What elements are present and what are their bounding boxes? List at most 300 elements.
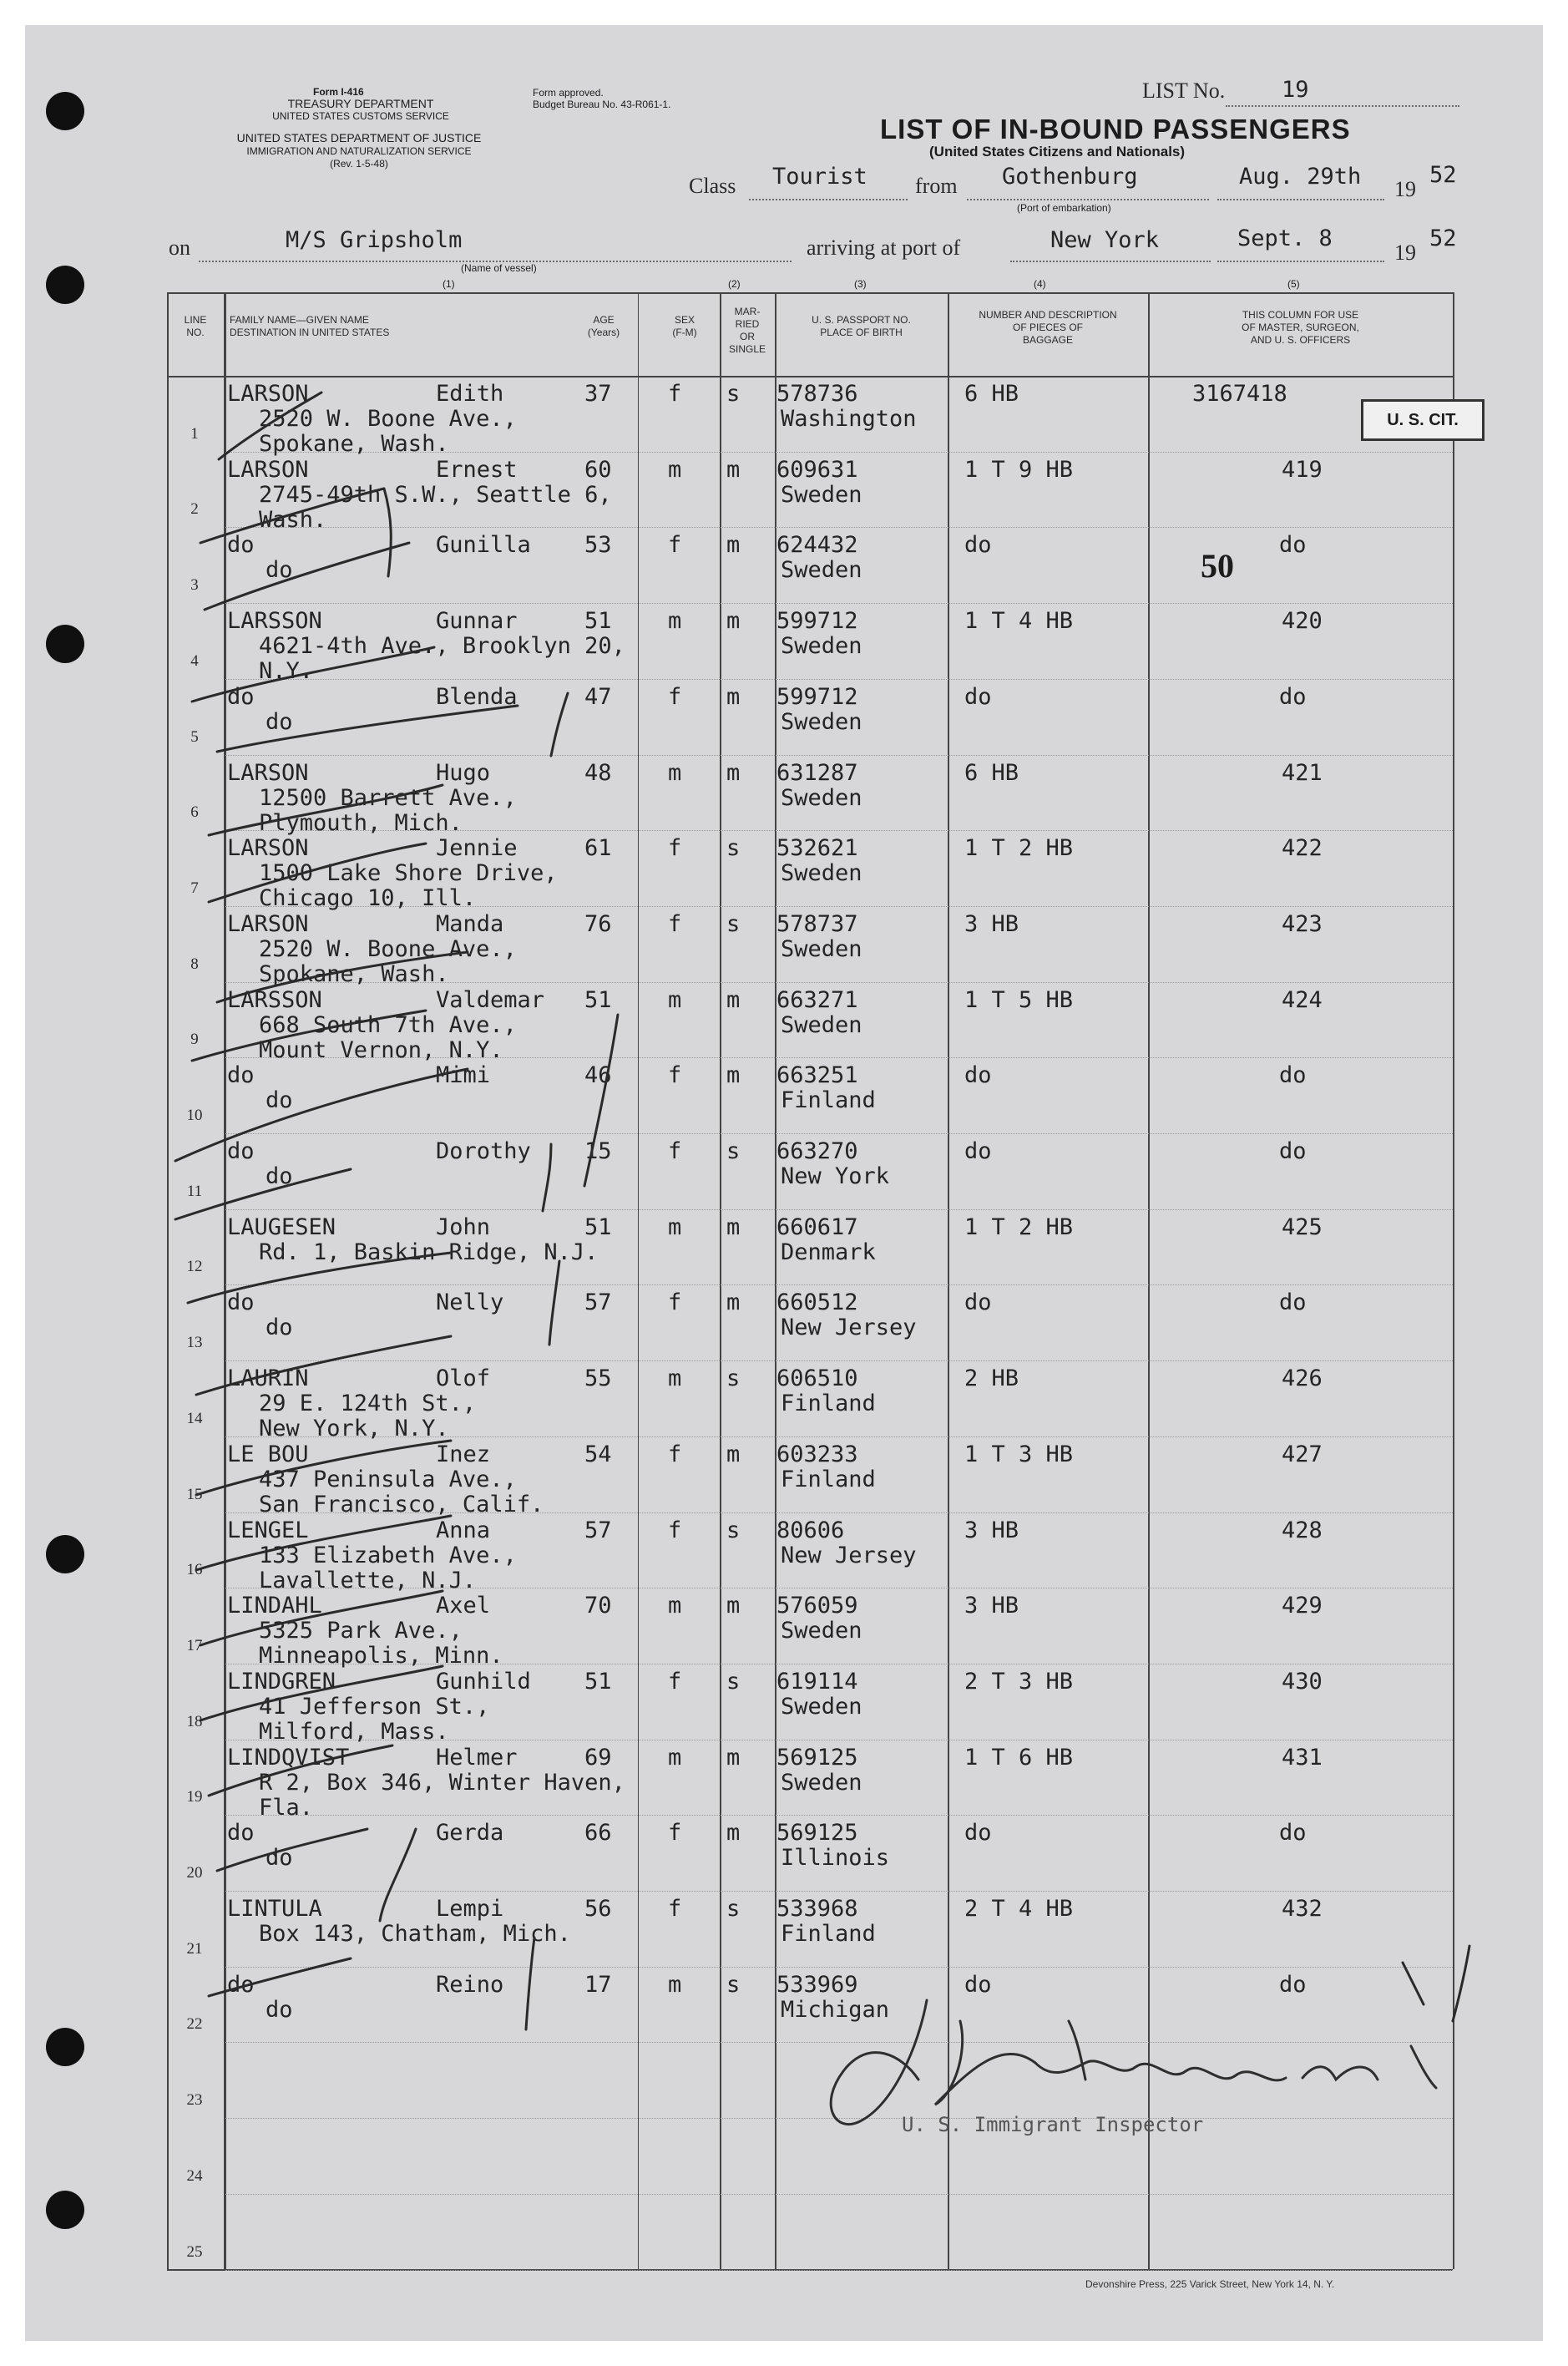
approval-line-2: Budget Bureau No. 43-R061-1.	[533, 99, 671, 110]
family-name: do	[227, 532, 255, 559]
line-number: 3	[190, 576, 199, 595]
page-subtitle: (United States Citizens and Nationals)	[929, 144, 1186, 160]
officer-number: 3167418	[1192, 381, 1287, 407]
column-number: (4)	[1034, 278, 1046, 290]
officer-number: 421	[1282, 759, 1323, 786]
marital-status: m	[726, 456, 741, 483]
family-name: do	[227, 1138, 255, 1164]
baggage: 1 T 6 HB	[964, 1744, 1074, 1771]
place-of-birth: Illinois	[781, 1845, 890, 1872]
inspector-signature	[831, 2000, 1436, 2125]
address-line-1: do	[266, 1996, 293, 2023]
address-line-1: do	[266, 1845, 293, 1872]
baggage: do	[964, 1062, 992, 1089]
address-line-1: do	[266, 1163, 293, 1189]
given-name: Dorothy	[436, 1138, 531, 1164]
given-name: Manda	[436, 910, 504, 937]
marital-status: m	[726, 1289, 741, 1316]
line-number: 25	[186, 2242, 203, 2261]
given-name: Lempi	[436, 1896, 504, 1922]
treasury-line-1: TREASURY DEPARTMENT	[287, 97, 434, 110]
sex: f	[668, 1441, 682, 1467]
embarkation-date: Aug. 29th	[1239, 164, 1362, 190]
page-title: LIST OF IN-BOUND PASSENGERS	[880, 114, 1351, 144]
age: 76	[584, 910, 612, 937]
place-of-birth: Sweden	[781, 935, 862, 962]
address-line-2: San Francisco, Calif.	[259, 1491, 544, 1517]
sex: m	[668, 759, 682, 786]
age: 60	[584, 456, 612, 483]
list-number-label: LIST No.	[1142, 79, 1226, 103]
passport-number: 578736	[776, 381, 858, 407]
line-number: 5	[190, 727, 199, 746]
baggage: do	[964, 1289, 992, 1316]
baggage: do	[964, 532, 992, 559]
place-of-birth: Sweden	[781, 481, 862, 508]
address-line-1: 4621-4th Ave., Brooklyn 20,	[259, 633, 625, 660]
column-number: (3)	[854, 278, 867, 290]
place-of-birth: Sweden	[781, 1769, 862, 1796]
age: 37	[584, 381, 612, 407]
officer-number: 422	[1282, 835, 1323, 862]
given-name: Helmer	[436, 1744, 518, 1771]
address-line-2: N.Y.	[259, 658, 314, 685]
sex: f	[668, 1668, 682, 1695]
given-name: Jennie	[436, 835, 518, 862]
justice-line-3: (Rev. 1-5-48)	[330, 158, 388, 170]
baggage: 1 T 5 HB	[964, 986, 1074, 1013]
given-name: Gunilla	[436, 532, 531, 559]
officer-number: 431	[1282, 1744, 1323, 1771]
family-name: LENGEL	[227, 1517, 309, 1543]
sex: f	[668, 381, 682, 407]
marital-status: s	[726, 1517, 741, 1543]
given-name: Ernest	[436, 456, 518, 483]
place-of-birth: Sweden	[781, 784, 862, 811]
line-number: 18	[186, 1712, 203, 1730]
given-name: Valdemar	[436, 986, 545, 1013]
passport-number: 619114	[776, 1668, 858, 1695]
sex: f	[668, 1289, 682, 1316]
col-header-married: MAR- RIED OR SINGLE	[728, 306, 766, 355]
printer-footer: Devonshire Press, 225 Varick Street, New York 14, N. Y.	[1085, 2278, 1335, 2290]
officer-number: do	[1279, 1062, 1307, 1089]
address-line-1: do	[266, 708, 293, 735]
arrival-date: Sept. 8	[1237, 225, 1333, 251]
baggage: 2 T 3 HB	[964, 1668, 1074, 1695]
officer-number: 424	[1282, 986, 1323, 1013]
column-number: (2)	[728, 278, 741, 290]
age: 48	[584, 759, 612, 786]
baggage: 2 T 4 HB	[964, 1896, 1074, 1922]
place-of-birth: Sweden	[781, 1011, 862, 1038]
address-line-1: 133 Elizabeth Ave.,	[259, 1542, 517, 1568]
treasury-line-2: UNITED STATES CUSTOMS SERVICE	[272, 110, 449, 122]
family-name: LINDQVIST	[227, 1744, 350, 1771]
age: 66	[584, 1820, 612, 1847]
age: 54	[584, 1441, 612, 1467]
line-number: 17	[186, 1636, 203, 1654]
age: 69	[584, 1744, 612, 1771]
baggage: 1 T 3 HB	[964, 1441, 1074, 1467]
family-name: LE BOU	[227, 1441, 309, 1467]
address-line-1: 29 E. 124th St.,	[259, 1391, 477, 1417]
address-line-2: New York, N.Y.	[259, 1416, 449, 1442]
address-line-2: Chicago 10, Ill.	[259, 885, 477, 912]
family-name: do	[227, 1289, 255, 1316]
line-number: 9	[190, 1031, 199, 1049]
address-line-1: do	[266, 557, 293, 584]
age: 51	[584, 1668, 612, 1695]
line-number: 1	[190, 424, 199, 443]
age: 46	[584, 1062, 612, 1089]
family-name: LARSON	[227, 759, 309, 786]
marital-status: s	[726, 910, 741, 937]
marital-status: s	[726, 1138, 741, 1164]
passport-number: 533968	[776, 1896, 858, 1922]
family-name: do	[227, 1820, 255, 1847]
vessel-name: M/S Gripsholm	[286, 227, 463, 253]
class-label: Class	[689, 174, 736, 198]
place-of-birth: Denmark	[781, 1239, 876, 1265]
family-name: LARSON	[227, 381, 309, 407]
place-of-birth: Finland	[781, 1921, 876, 1947]
sex: m	[668, 1365, 682, 1392]
baggage: do	[964, 683, 992, 710]
passport-number: 599712	[776, 608, 858, 635]
col-header-line: LINE NO.	[184, 314, 207, 338]
col-header-age: AGE (Years)	[587, 314, 620, 338]
baggage: do	[964, 1820, 992, 1847]
place-of-birth: Sweden	[781, 1618, 862, 1644]
passport-number: 576059	[776, 1593, 858, 1619]
marital-status: m	[726, 1593, 741, 1619]
baggage: 3 HB	[964, 910, 1019, 937]
given-name: Reino	[436, 1971, 504, 1998]
family-name: LARSSON	[227, 986, 322, 1013]
family-name: LINDAHL	[227, 1593, 322, 1619]
passport-number: 569125	[776, 1820, 858, 1847]
officer-number: do	[1279, 532, 1307, 559]
place-of-birth: New Jersey	[781, 1315, 917, 1341]
address-line-1: 2745-49th S.W., Seattle 6,	[259, 481, 612, 508]
line-number: 19	[186, 1788, 203, 1806]
given-name: John	[436, 1213, 491, 1240]
col-header-passport: U. S. PASSPORT NO. PLACE OF BIRTH	[812, 314, 911, 338]
sex: m	[668, 608, 682, 635]
age: 51	[584, 1213, 612, 1240]
inspector-caption: U. S. Immigrant Inspector	[902, 2113, 1204, 2136]
marital-status: m	[726, 1820, 741, 1847]
family-name: LINTULA	[227, 1896, 322, 1922]
sex: f	[668, 1517, 682, 1543]
place-of-birth: New Jersey	[781, 1542, 917, 1568]
passport-number: 624432	[776, 532, 858, 559]
line-number: 23	[186, 2091, 203, 2110]
line-number: 14	[186, 1409, 203, 1427]
passport-number: 603233	[776, 1441, 858, 1467]
col-header-sex: SEX (F-M)	[672, 314, 697, 338]
given-name: Olof	[436, 1365, 491, 1392]
given-name: Gunnar	[436, 608, 518, 635]
line-number: 13	[186, 1334, 203, 1352]
marital-status: m	[726, 1213, 741, 1240]
column-number: (5)	[1287, 278, 1300, 290]
marital-status: m	[726, 1062, 741, 1089]
justice-line-1: UNITED STATES DEPARTMENT OF JUSTICE	[236, 131, 482, 144]
age: 56	[584, 1896, 612, 1922]
sex: m	[668, 986, 682, 1013]
sex: m	[668, 1593, 682, 1619]
family-name: LINDGREN	[227, 1668, 336, 1695]
embarkation-port: Gothenburg	[1002, 164, 1138, 190]
passport-number: 631287	[776, 759, 858, 786]
family-name: do	[227, 1971, 255, 1998]
passport-number: 533969	[776, 1971, 858, 1998]
family-name: do	[227, 683, 255, 710]
line-number: 7	[190, 879, 199, 897]
officer-number: do	[1279, 1289, 1307, 1316]
place-of-birth: New York	[781, 1163, 890, 1189]
passport-number: 606510	[776, 1365, 858, 1392]
baggage: 3 HB	[964, 1593, 1019, 1619]
sex: m	[668, 1744, 682, 1771]
marital-status: m	[726, 608, 741, 635]
address-line-2: Mount Vernon, N.Y.	[259, 1036, 503, 1063]
address-line-1: 5325 Park Ave.,	[259, 1618, 463, 1644]
place-of-birth: Sweden	[781, 557, 862, 584]
sex: f	[668, 1138, 682, 1164]
passport-number: 663270	[776, 1138, 858, 1164]
age: 53	[584, 532, 612, 559]
officer-number: do	[1279, 1138, 1307, 1164]
sex: m	[668, 1971, 682, 1998]
family-name: LAUGESEN	[227, 1213, 336, 1240]
passport-number: 660512	[776, 1289, 858, 1316]
place-of-birth: Finland	[781, 1391, 876, 1417]
officer-number: 423	[1282, 910, 1323, 937]
justice-line-2: IMMIGRATION AND NATURALIZATION SERVICE	[246, 145, 472, 157]
line-number: 11	[186, 1182, 203, 1200]
marital-status: m	[726, 759, 741, 786]
given-name: Gerda	[436, 1820, 504, 1847]
address-line-1: 2520 W. Boone Ave.,	[259, 935, 517, 962]
baggage: 1 T 2 HB	[964, 835, 1074, 862]
address-line-1: 2520 W. Boone Ave.,	[259, 406, 517, 432]
given-name: Mimi	[436, 1062, 491, 1089]
family-name: LARSON	[227, 456, 309, 483]
line-number: 21	[186, 1939, 203, 1958]
sex: f	[668, 910, 682, 937]
place-of-birth: Finland	[781, 1466, 876, 1492]
address-line-1: do	[266, 1315, 293, 1341]
family-name: LAURIN	[227, 1365, 309, 1392]
sex: f	[668, 683, 682, 710]
line-number: 2	[190, 500, 199, 519]
officer-number: 427	[1282, 1441, 1323, 1467]
marital-status: m	[726, 1744, 741, 1771]
embarkation-year: 52	[1429, 162, 1457, 188]
marital-status: s	[726, 1365, 741, 1392]
passport-number: 609631	[776, 456, 858, 483]
place-of-birth: Sweden	[781, 708, 862, 735]
baggage: 3 HB	[964, 1517, 1019, 1543]
marital-status: m	[726, 1441, 741, 1467]
line-number: 12	[186, 1258, 203, 1276]
baggage: 6 HB	[964, 759, 1019, 786]
place-of-birth: Michigan	[781, 1996, 890, 2023]
address-line-2: Fla.	[259, 1794, 314, 1821]
marital-status: s	[726, 835, 741, 862]
line-number: 20	[186, 1864, 203, 1882]
address-line-2: Spokane, Wash.	[259, 960, 449, 987]
passport-number: 532621	[776, 835, 858, 862]
address-line-1: Box 143, Chatham, Mich.	[259, 1921, 571, 1947]
address-line-1: 668 South 7th Ave.,	[259, 1011, 517, 1038]
officer-number: do	[1279, 1820, 1307, 1847]
place-of-birth: Finland	[781, 1087, 876, 1114]
passport-number: 80606	[776, 1517, 845, 1543]
officer-number: 425	[1282, 1213, 1323, 1240]
address-line-2: Spokane, Wash.	[259, 431, 449, 457]
year-prefix: 19	[1394, 177, 1416, 201]
age: 57	[584, 1517, 612, 1543]
place-of-birth: Sweden	[781, 633, 862, 660]
age: 51	[584, 986, 612, 1013]
given-name: Nelly	[436, 1289, 504, 1316]
address-line-1: 1500 Lake Shore Drive,	[259, 860, 558, 887]
baggage: do	[964, 1971, 992, 1998]
address-line-2: Minneapolis, Minn.	[259, 1643, 503, 1669]
given-name: Edith	[436, 381, 504, 407]
marital-status: m	[726, 683, 741, 710]
sex: m	[668, 1213, 682, 1240]
age: 47	[584, 683, 612, 710]
sex: f	[668, 532, 682, 559]
age: 15	[584, 1138, 612, 1164]
line-number: 6	[190, 803, 199, 822]
address-line-1: 41 Jefferson St.,	[259, 1693, 490, 1720]
line-number: 15	[186, 1485, 203, 1503]
address-line-2: Milford, Mass.	[259, 1718, 449, 1745]
line-number: 10	[186, 1107, 203, 1124]
from-label: from	[915, 174, 958, 198]
line-number: 4	[190, 651, 199, 670]
vessel-caption: (Name of vessel)	[461, 262, 537, 274]
sex: f	[668, 1820, 682, 1847]
officer-number: do	[1279, 1971, 1307, 1998]
approval-line-1: Form approved.	[533, 87, 604, 99]
age: 55	[584, 1365, 612, 1392]
embarkation-caption: (Port of embarkation)	[1017, 202, 1111, 214]
officer-number: 419	[1282, 456, 1323, 483]
address-line-1: Rd. 1, Baskin Ridge, N.J.	[259, 1239, 599, 1265]
place-of-birth: Sweden	[781, 1693, 862, 1720]
address-line-1: do	[266, 1087, 293, 1114]
arrival-year: 52	[1429, 225, 1457, 251]
line-number: 22	[186, 2015, 203, 2034]
officer-number: 420	[1282, 608, 1323, 635]
column-number: (1)	[443, 278, 455, 290]
age: 70	[584, 1593, 612, 1619]
margin-note: 50	[1201, 547, 1234, 585]
place-of-birth: Washington	[781, 406, 917, 432]
given-name: Gunhild	[436, 1668, 531, 1695]
year-prefix: 19	[1394, 241, 1416, 265]
arriving-label: arriving at port of	[807, 236, 961, 260]
passport-number: 569125	[776, 1744, 858, 1771]
address-line-2: Wash.	[259, 506, 327, 533]
family-name: LARSSON	[227, 608, 322, 635]
officer-number: 432	[1282, 1896, 1323, 1922]
age: 61	[584, 835, 612, 862]
col-header-baggage: NUMBER AND DESCRIPTION OF PIECES OF BAGGAGE	[979, 309, 1117, 346]
marital-status: s	[726, 381, 741, 407]
address-line-2: Lavallette, N.J.	[259, 1567, 477, 1593]
sex: m	[668, 456, 682, 483]
baggage: 6 HB	[964, 381, 1019, 407]
officer-number: 426	[1282, 1365, 1323, 1392]
passport-number: 663271	[776, 986, 858, 1013]
baggage: do	[964, 1138, 992, 1164]
family-name: do	[227, 1062, 255, 1089]
marital-status: s	[726, 1896, 741, 1922]
col-header-name: FAMILY NAME—GIVEN NAME DESTINATION IN UNITED STATES	[230, 314, 390, 338]
line-number: 8	[190, 955, 199, 973]
baggage: 1 T 4 HB	[964, 608, 1074, 635]
list-number: 19	[1282, 77, 1309, 103]
place-of-birth: Sweden	[781, 860, 862, 887]
passport-number: 599712	[776, 683, 858, 710]
class-value: Tourist	[772, 164, 867, 190]
passport-number: 660617	[776, 1213, 858, 1240]
address-line-2: Plymouth, Mich.	[259, 809, 463, 836]
baggage: 1 T 9 HB	[964, 456, 1074, 483]
given-name: Hugo	[436, 759, 491, 786]
marital-status: s	[726, 1668, 741, 1695]
given-name: Anna	[436, 1517, 491, 1543]
on-label: on	[169, 236, 190, 260]
given-name: Blenda	[436, 683, 518, 710]
officer-number: 429	[1282, 1593, 1323, 1619]
baggage: 1 T 2 HB	[964, 1213, 1074, 1240]
line-number: 24	[186, 2166, 203, 2185]
passport-number: 663251	[776, 1062, 858, 1089]
form-number: Form I-416	[313, 86, 364, 98]
marital-status: m	[726, 532, 741, 559]
marital-status: m	[726, 986, 741, 1013]
marital-status: s	[726, 1971, 741, 1998]
officer-number: 430	[1282, 1668, 1323, 1695]
baggage: 2 HB	[964, 1365, 1019, 1392]
address-line-1: 12500 Barrett Ave.,	[259, 784, 517, 811]
col-header-officers: THIS COLUMN FOR USE OF MASTER, SURGEON, AND U. S. OFFICERS	[1242, 309, 1359, 346]
given-name: Axel	[436, 1593, 491, 1619]
arrival-port: New York	[1050, 227, 1160, 253]
officer-number: do	[1279, 683, 1307, 710]
given-name: Inez	[436, 1441, 491, 1467]
sex: f	[668, 1062, 682, 1089]
passport-number: 578737	[776, 910, 858, 937]
age: 57	[584, 1289, 612, 1316]
line-number: 16	[186, 1561, 203, 1579]
family-name: LARSON	[227, 910, 309, 937]
family-name: LARSON	[227, 835, 309, 862]
sex: f	[668, 1896, 682, 1922]
officer-number: 428	[1282, 1517, 1323, 1543]
age: 17	[584, 1971, 612, 1998]
age: 51	[584, 608, 612, 635]
